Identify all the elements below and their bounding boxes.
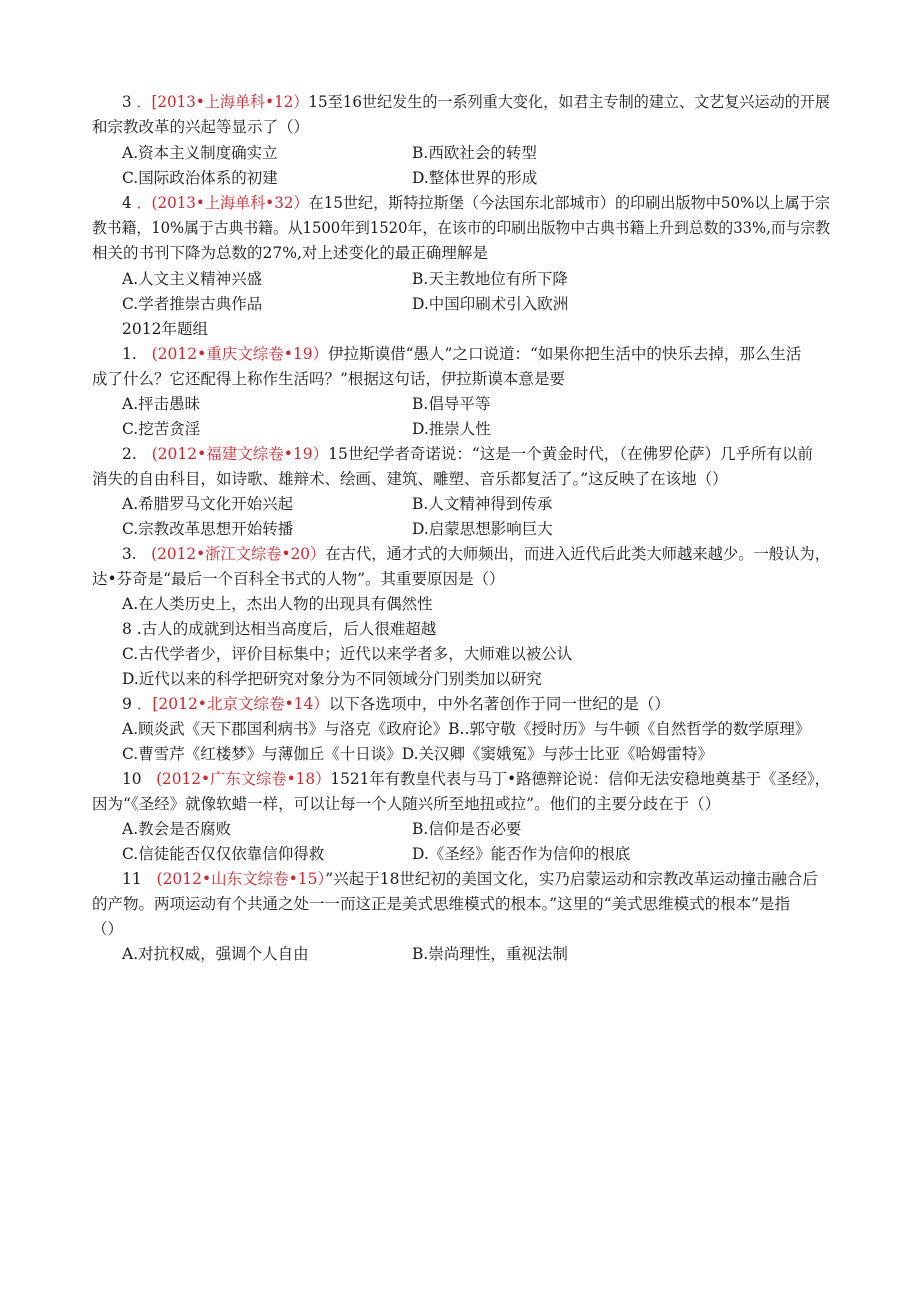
question-source: (2012•广东文综卷•18） <box>156 770 331 788</box>
option-b: B.崇尚理性，重视法制 <box>412 945 568 963</box>
question-number: 9 <box>122 695 132 713</box>
question-source: (2012•福建文综卷•19） <box>151 445 329 463</box>
question-4-2013-line-2: 教书籍，10%属于古典书籍。从1500年到1520年，在该市的印刷出版物中古典书籍上升到总数的33%,而与宗教 <box>92 219 831 237</box>
option-c: C.宗教改革思想开始转播 <box>122 520 294 538</box>
question-text: 以下各选项中，中外名著创作于同一世纪的是（） <box>328 695 670 713</box>
section-heading-2012: 2012年题组 <box>122 320 208 338</box>
question-source: ．[2012•北京文综卷•14） <box>136 695 329 713</box>
option-d: D.中国印刷术引入欧洲 <box>412 295 569 313</box>
option-a: A.教会是否腐败 <box>122 820 232 838</box>
question-number: 1. <box>122 345 137 363</box>
option-c-d: C.曹雪芹《红楼梦》与薄伽丘《十日谈》D.关汉卿《窦娥冤》与莎士比亚《哈姆雷特》 <box>122 745 714 763</box>
option-d: D.推崇人性 <box>412 420 491 438</box>
question-3-2013-line-1 <box>122 92 830 112</box>
option-b: B.西欧社会的转型 <box>412 144 537 162</box>
option-a-b: A.顾炎武《天下郡国利病书》与洛克《政府论》B..郭守敬《授时历》与牛顿《自然哲学的数学原理》 <box>122 720 811 738</box>
question-number: 10 <box>122 770 142 788</box>
question-11-2012-line-1 <box>122 869 818 889</box>
option-c: C.挖苦贪淫 <box>122 420 201 438</box>
question-text: 15至16世纪发生的一系列重大变化，如君主专制的建立、文艺复兴运动的开展 <box>308 93 831 111</box>
question-11-2012-line-2: 的产物。两项运动有个共通之处一一而这正是美式思维模式的根本。”这里的“美式思维模式的根本”是指 <box>92 895 791 913</box>
question-source: (2012•浙江文综卷•20） <box>151 545 326 563</box>
question-source: (2012•重庆文综卷•19） <box>151 345 329 363</box>
option-a: A.对抗权威，强调个人自由 <box>122 945 309 963</box>
question-number: 11 <box>122 870 142 888</box>
question-4-2013-line-3: 相关的书刊下降为总数的27%,对上述变化的最正确理解是 <box>92 244 488 262</box>
option-a: A.希腊罗马文化开始兴起 <box>122 495 294 513</box>
option-a: A.抨击愚昧 <box>122 395 201 413</box>
option-c: C.信徒能否仅仅依靠信仰得救 <box>122 845 325 863</box>
option-b: B.天主教地位有所下降 <box>412 270 568 288</box>
question-number: 4 <box>122 194 132 212</box>
question-number: 2. <box>122 445 137 463</box>
option-a: A.人文主义精神兴盛 <box>122 270 263 288</box>
question-source: (2012•山东文综卷•15） <box>156 870 326 888</box>
question-3-2013-line-2: 和宗教改革的兴起等显示了（） <box>92 118 310 136</box>
question-2-2012-line-2: 消失的自由科目，如诗歌、雄辩术、绘画、建筑、雕塑、音乐都复活了。”这反映了在该地（） <box>92 470 728 488</box>
question-2-2012-line-1 <box>122 444 813 464</box>
question-10-2012-line-1 <box>122 769 830 789</box>
question-text: 1521年有教皇代表与马丁•路德辩论说：信仰无法安稳地奠基于《圣经》， <box>330 770 830 788</box>
question-source: ．[2013•上海单科•12） <box>136 93 309 111</box>
option-c: C.国际政治体系的初建 <box>122 169 278 187</box>
option-b: B.倡导平等 <box>412 395 491 413</box>
option-d: D.启蒙思想影响巨大 <box>412 520 553 538</box>
option-b: B.人文精神得到传承 <box>412 495 553 513</box>
question-text: 伊拉斯谟借“愚人”之口说道：“如果你把生活中的快乐去掉，那么生活 <box>328 345 802 363</box>
option-d: D.近代以来的科学把研究对象分为不同领域分门别类加以研究 <box>122 670 542 688</box>
question-9-2012-line-1 <box>122 694 670 714</box>
option-c: C.学者推崇古典作品 <box>122 295 263 313</box>
option-d: D.整体世界的形成 <box>412 169 538 187</box>
option-a: A.在人类历史上，杰出人物的出现具有偶然性 <box>122 595 433 613</box>
option-d: D.《圣经》能否作为信仰的根底 <box>412 845 631 863</box>
question-1-2012-line-2: 成了什么？它还配得上称作生活吗？”根据这句话，伊拉斯谟本意是要 <box>92 370 565 388</box>
question-text: 在古代，通才式的大师频出，而进入近代后此类大师越来越少。一般认为， <box>325 545 830 563</box>
question-text: 在15世纪，斯特拉斯堡（今法国东北部城市）的印刷出版物中50%以上属于宗 <box>308 194 831 212</box>
question-4-2013-line-1 <box>122 193 830 213</box>
question-number: 3. <box>122 545 137 563</box>
question-3-2012-line-1 <box>122 544 830 564</box>
question-text: 15世纪学者奇诺说：“这是一个黄金时代，（在佛罗伦萨）几乎所有以前 <box>328 445 813 463</box>
question-source: ．(2013•上海单科•32） <box>136 194 309 212</box>
question-3-2012-line-2: 达•芬奇是“最后一个百科全书式的人物”。其重要原因是（） <box>92 570 505 588</box>
question-10-2012-line-2: 因为“《圣经》就像软蜡一样，可以让每一个人随兴所至地扭或拉”。他们的主要分歧在于（） <box>92 795 721 813</box>
question-text: ”兴起于18世纪初的美国文化，实乃启蒙运动和宗教改革运动撞击融合后 <box>325 870 818 888</box>
option-b: B.信仰是否必要 <box>412 820 522 838</box>
question-number: 3 <box>122 93 132 111</box>
question-1-2012-line-1 <box>122 344 801 364</box>
option-b: 8 .古人的成就到达相当高度后，后人很难超越 <box>122 620 437 638</box>
option-a: A.资本主义制度确实立 <box>122 144 278 162</box>
question-11-2012-line-3: （） <box>92 920 124 938</box>
option-c: C.古代学者少，评价目标集中；近代以来学者多，大师难以被公认 <box>122 645 573 663</box>
